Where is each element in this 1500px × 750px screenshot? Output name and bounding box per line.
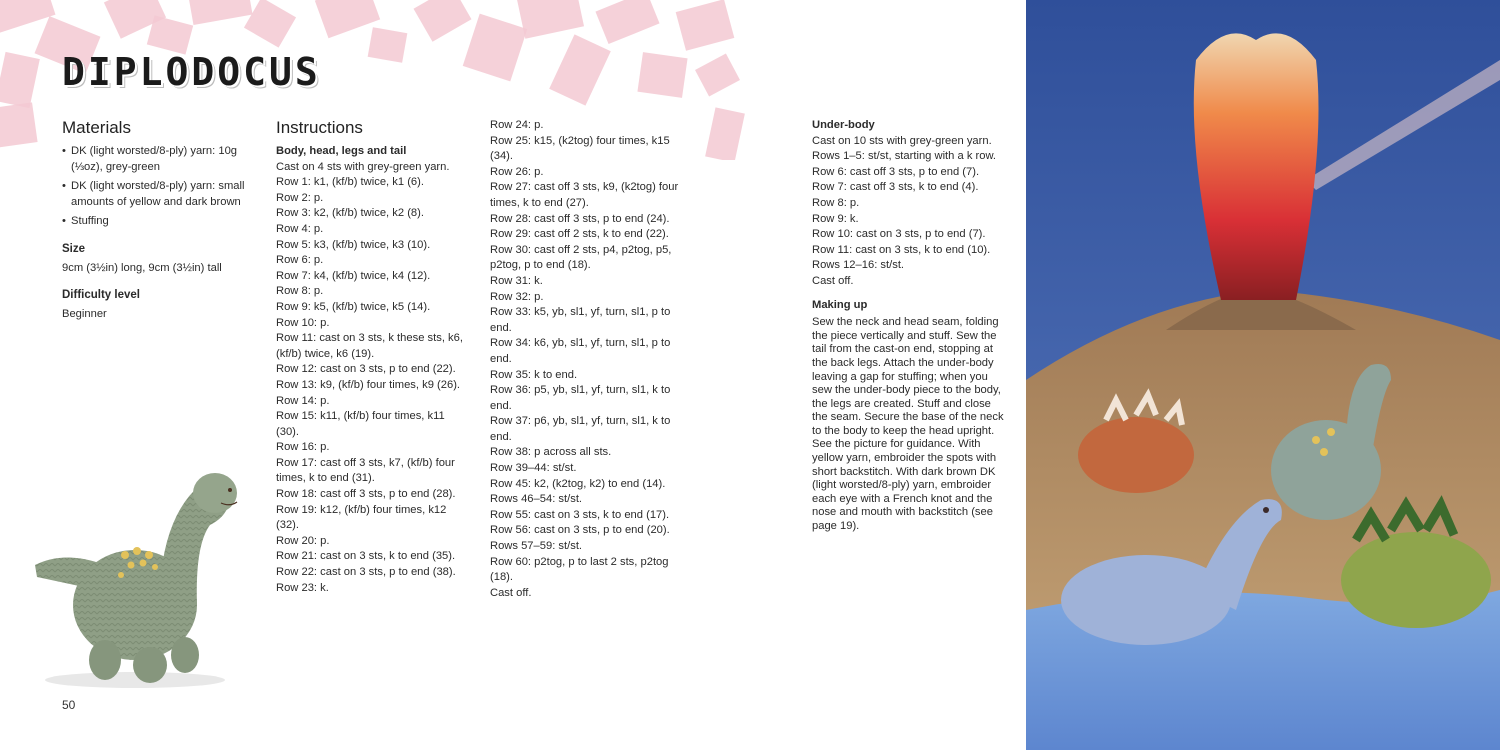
- instruction-row: [812, 243, 1008, 259]
- row-label: Row 12:: [276, 363, 318, 376]
- row-text: k5, yb, sl1, yf, turn, sl1, p to end.: [490, 306, 671, 334]
- row-label: Row 25:: [490, 134, 532, 147]
- row-text: k12, (kf/b) four times, k12 (32).: [276, 503, 447, 532]
- difficulty-heading: Difficulty level: [62, 289, 140, 302]
- row-label: Row 14:: [276, 394, 318, 407]
- row-label: Row 3:: [276, 207, 311, 220]
- row-label: Row 24:: [490, 119, 532, 131]
- row-label: Row 38:: [490, 446, 532, 459]
- row-text: cast off 3 sts, p to end (24).: [531, 212, 670, 225]
- instruction-row: [490, 290, 685, 306]
- row-label: Row 7:: [812, 181, 847, 194]
- instruction-row: [490, 165, 685, 181]
- row-label: Row 5:: [276, 238, 311, 251]
- row-text: p.: [317, 316, 330, 329]
- row-label: Row 18:: [276, 488, 318, 501]
- row-label: Row 2:: [276, 191, 311, 204]
- instruction-row: [490, 368, 685, 384]
- instruction-row: [276, 378, 466, 394]
- materials-item: • DK (light worsted/8-ply) yarn: 10g (⅓oz), grey-green: [62, 144, 257, 175]
- instruction-row: [490, 134, 685, 165]
- instruction-row: [276, 238, 466, 254]
- row-text: cast on 3 sts, p to end (38).: [317, 566, 456, 579]
- instruction-row: [490, 243, 685, 274]
- row-label: Row 6:: [812, 165, 847, 178]
- row-label: Row 11:: [812, 243, 853, 256]
- materials-heading: Materials: [62, 118, 131, 137]
- instruction-row: [276, 534, 466, 550]
- instruction-row: [276, 253, 466, 269]
- knitted-diplodocus-image: [25, 455, 250, 690]
- row-label: Row 22:: [276, 566, 318, 579]
- row-label: Rows 57–59:: [490, 540, 556, 553]
- row-text: p.: [531, 119, 544, 131]
- instruction-row: [276, 362, 466, 378]
- row-label: Row 60:: [490, 555, 532, 568]
- instruction-row: [490, 212, 685, 228]
- underbody-rows: [812, 149, 1008, 289]
- row-label: Row 27:: [490, 181, 532, 194]
- row-text: k3, (kf/b) twice, k3 (10).: [310, 238, 431, 251]
- row-text: cast off 3 sts, p to end (28).: [317, 488, 456, 501]
- row-text: k9, (kf/b) four times, k9 (26).: [317, 378, 461, 391]
- row-label: Row 26:: [490, 165, 532, 178]
- row-text: p.: [846, 196, 860, 209]
- row-text: cast on 3 sts, k to end (17).: [531, 508, 670, 521]
- row-label: Row 11:: [276, 332, 317, 345]
- instruction-row: [276, 316, 466, 332]
- instruction-row: [490, 383, 685, 414]
- instruction-row: [812, 227, 1008, 243]
- row-text: p.: [317, 441, 330, 454]
- row-label: Row 10:: [812, 228, 854, 241]
- row-text: cast on 3 sts, k these sts, k6, (kf/b) twice, k6 (19).: [276, 332, 463, 360]
- row-label: Rows 46–54:: [490, 493, 556, 506]
- row-label: Row 56:: [490, 524, 532, 537]
- page-title: DIPLODOCUS: [62, 50, 321, 94]
- row-text: k5, (kf/b) twice, k5 (14).: [310, 300, 431, 313]
- instruction-row: [490, 336, 685, 367]
- instructions-intro: Cast on 4 sts with grey-green yarn.: [276, 160, 450, 173]
- row-label: Row 39–44:: [490, 462, 550, 475]
- row-label: Row 36:: [490, 384, 532, 397]
- row-text: k to end.: [531, 368, 578, 381]
- row-text: cast off 2 sts, k to end (22).: [531, 228, 669, 241]
- row-text: k4, (kf/b) twice, k4 (12).: [310, 269, 431, 282]
- making-up-heading: Making up: [812, 298, 868, 311]
- row-label: Row 10:: [276, 316, 318, 329]
- instructions-rows-1: [276, 175, 466, 596]
- row-label: Row 23:: [276, 581, 318, 594]
- row-label: Row 37:: [490, 415, 532, 428]
- row-label: Row 35:: [490, 368, 532, 381]
- row-text: k11, (kf/b) four times, k11 (30).: [276, 410, 445, 438]
- row-label: Row 8:: [276, 285, 311, 298]
- instruction-row: [490, 445, 685, 461]
- row-label: Row 7:: [276, 269, 311, 282]
- row-text: p.: [310, 191, 324, 204]
- row-text: k2, (kf/b) twice, k2 (8).: [310, 207, 424, 220]
- row-text: p.: [310, 222, 324, 235]
- row-label: Row 28:: [490, 212, 532, 225]
- row-text: p.: [317, 394, 330, 407]
- row-label: Row 1:: [276, 176, 311, 189]
- instruction-row: [276, 284, 466, 300]
- row-text: cast off 2 sts, p4, p2tog, p5, p2tog, p to end (18).: [490, 243, 672, 272]
- dinosaur-scene-photo: [1026, 0, 1500, 750]
- row-text: Cast off.: [490, 586, 532, 599]
- row-text: p.: [310, 285, 324, 298]
- row-text: p.: [531, 165, 544, 178]
- row-text: k1, (kf/b) twice, k1 (6).: [310, 176, 424, 189]
- row-text: cast off 3 sts, p to end (7).: [846, 165, 980, 178]
- row-text: cast on 3 sts, k to end (35).: [317, 550, 456, 563]
- instruction-row: [276, 191, 466, 207]
- instruction-row: [490, 274, 685, 290]
- instruction-row: [276, 175, 466, 191]
- row-text: cast on 3 sts, p to end (20).: [531, 524, 670, 537]
- instruction-row: [276, 409, 466, 440]
- instruction-row: [812, 258, 1008, 274]
- instruction-row: [490, 508, 685, 524]
- materials-list: [62, 144, 257, 230]
- instruction-row: [276, 440, 466, 456]
- row-label: Row 13:: [276, 378, 318, 391]
- making-up-text: Sew the neck and head seam, folding the piece vertically and stuff. Sew the tail from the cast-on end, stopping at the back legs. Attach the under-body leaving a gap for stuffing; when you sew the under-body piece to the body, the legs are created. Stuff and close the seam. Secure the base of the neck to the body to keep the head upright. See the picture for guidance. With yellow yarn, embroider the spots with short backstitch. With dark brown DK (light worsted/8-ply) yarn, embroider each eye with a French knot and the nose and mouth with backstitch (see page 19).: [812, 316, 1004, 533]
- row-label: Row 55:: [490, 508, 532, 521]
- instruction-row: [276, 456, 466, 487]
- row-label: Row 15:: [276, 410, 318, 423]
- row-label: Row 31:: [490, 274, 532, 287]
- row-text: cast on 3 sts, k to end (10).: [852, 243, 991, 256]
- row-text: cast on 3 sts, p to end (7).: [853, 228, 986, 241]
- row-label: Rows 1–5:: [812, 150, 865, 163]
- instruction-row: [490, 477, 685, 493]
- instructions-subheading: Body, head, legs and tail: [276, 145, 407, 157]
- instruction-row: [490, 555, 685, 586]
- row-text: st/st.: [555, 540, 583, 553]
- row-text: p.: [317, 534, 330, 547]
- instructions-rows-2: [490, 118, 685, 601]
- row-text: cast off 3 sts, k9, (k2tog) four times, k to end (27).: [490, 181, 679, 209]
- row-label: Row 21:: [276, 550, 318, 563]
- instructions-heading: Instructions: [276, 118, 363, 137]
- underbody-heading: Under-body: [812, 119, 875, 131]
- instruction-row: [812, 196, 1008, 212]
- instruction-row: [490, 586, 685, 602]
- row-text: k15, (k2tog) four times, k15 (34).: [490, 134, 670, 163]
- instruction-row: [276, 331, 466, 362]
- row-label: Row 9:: [812, 212, 847, 225]
- instruction-row: [276, 581, 466, 597]
- size-heading: Size: [62, 242, 86, 255]
- row-text: p2tog, p to last 2 sts, p2tog (18).: [490, 555, 669, 584]
- row-label: Row 19:: [276, 503, 318, 516]
- instruction-row: [490, 414, 685, 445]
- row-label: Row 6:: [276, 254, 311, 267]
- row-text: Cast off.: [812, 274, 854, 287]
- row-label: Row 30:: [490, 243, 532, 256]
- row-label: Row 34:: [490, 337, 532, 350]
- row-label: Row 29:: [490, 228, 532, 241]
- instructions-column-1: [276, 118, 466, 596]
- instruction-row: [276, 503, 466, 534]
- row-text: k.: [531, 274, 543, 287]
- row-label: Row 4:: [276, 222, 311, 235]
- row-label: Row 33:: [490, 306, 532, 319]
- row-text: st/st.: [555, 493, 583, 506]
- row-text: cast on 3 sts, p to end (22).: [317, 363, 456, 376]
- instruction-row: [812, 149, 1008, 165]
- row-label: Row 45:: [490, 477, 532, 490]
- instruction-row: [490, 180, 685, 211]
- row-label: Row 32:: [490, 290, 532, 303]
- row-text: st/st, starting with a k row.: [864, 150, 997, 163]
- instruction-row: [490, 305, 685, 336]
- row-text: k.: [317, 581, 329, 594]
- instruction-row: [812, 180, 1008, 196]
- instruction-row: [276, 565, 466, 581]
- row-text: p5, yb, sl1, yf, turn, sl1, k to end.: [490, 384, 671, 412]
- instruction-row: [276, 222, 466, 238]
- materials-item: • Stuffing: [62, 214, 257, 230]
- instruction-row: [276, 300, 466, 316]
- row-text: cast off 3 sts, k7, (kf/b) four times, k to end (31).: [276, 456, 455, 485]
- instruction-row: [490, 461, 685, 477]
- instruction-row: [276, 206, 466, 222]
- row-text: p across all sts.: [531, 446, 612, 459]
- row-label: Row 9:: [276, 300, 311, 313]
- row-text: p.: [531, 290, 544, 303]
- instruction-row: [812, 274, 1008, 290]
- instruction-row: [490, 539, 685, 555]
- instruction-row: [276, 487, 466, 503]
- underbody-intro: Cast on 10 sts with grey-green yarn.: [812, 134, 992, 147]
- row-label: Row 17:: [276, 456, 318, 469]
- instruction-row: [490, 118, 685, 134]
- instruction-row: [490, 523, 685, 539]
- row-text: st/st.: [549, 462, 577, 475]
- page-number: 50: [62, 698, 76, 712]
- materials-column: [62, 118, 257, 322]
- instruction-row: [490, 492, 685, 508]
- row-text: k2, (k2tog, k2) to end (14).: [531, 477, 666, 490]
- instruction-row: [490, 227, 685, 243]
- instruction-row: [276, 549, 466, 565]
- row-text: k.: [846, 212, 859, 225]
- difficulty-text: Beginner: [62, 307, 107, 320]
- row-label: Row 8:: [812, 196, 847, 209]
- row-text: k6, yb, sl1, yf, turn, sl1, p to end.: [490, 337, 671, 365]
- row-label: Row 16:: [276, 441, 318, 454]
- instruction-row: [276, 269, 466, 285]
- instructions-column-2: [490, 118, 685, 601]
- underbody-column: [812, 118, 1008, 534]
- instruction-row: [812, 165, 1008, 181]
- row-text: cast off 3 sts, k to end (4).: [846, 181, 979, 194]
- materials-item: • DK (light worsted/8-ply) yarn: small amounts of yellow and dark brown: [62, 179, 257, 210]
- instruction-row: [812, 212, 1008, 228]
- row-text: st/st.: [877, 259, 905, 272]
- row-text: p.: [310, 254, 324, 267]
- row-text: p6, yb, sl1, yf, turn, sl1, k to end.: [490, 415, 671, 443]
- instruction-row: [276, 394, 466, 410]
- row-label: Rows 12–16:: [812, 259, 878, 272]
- size-text: 9cm (3½in) long, 9cm (3½in) tall: [62, 261, 222, 274]
- row-label: Row 20:: [276, 534, 318, 547]
